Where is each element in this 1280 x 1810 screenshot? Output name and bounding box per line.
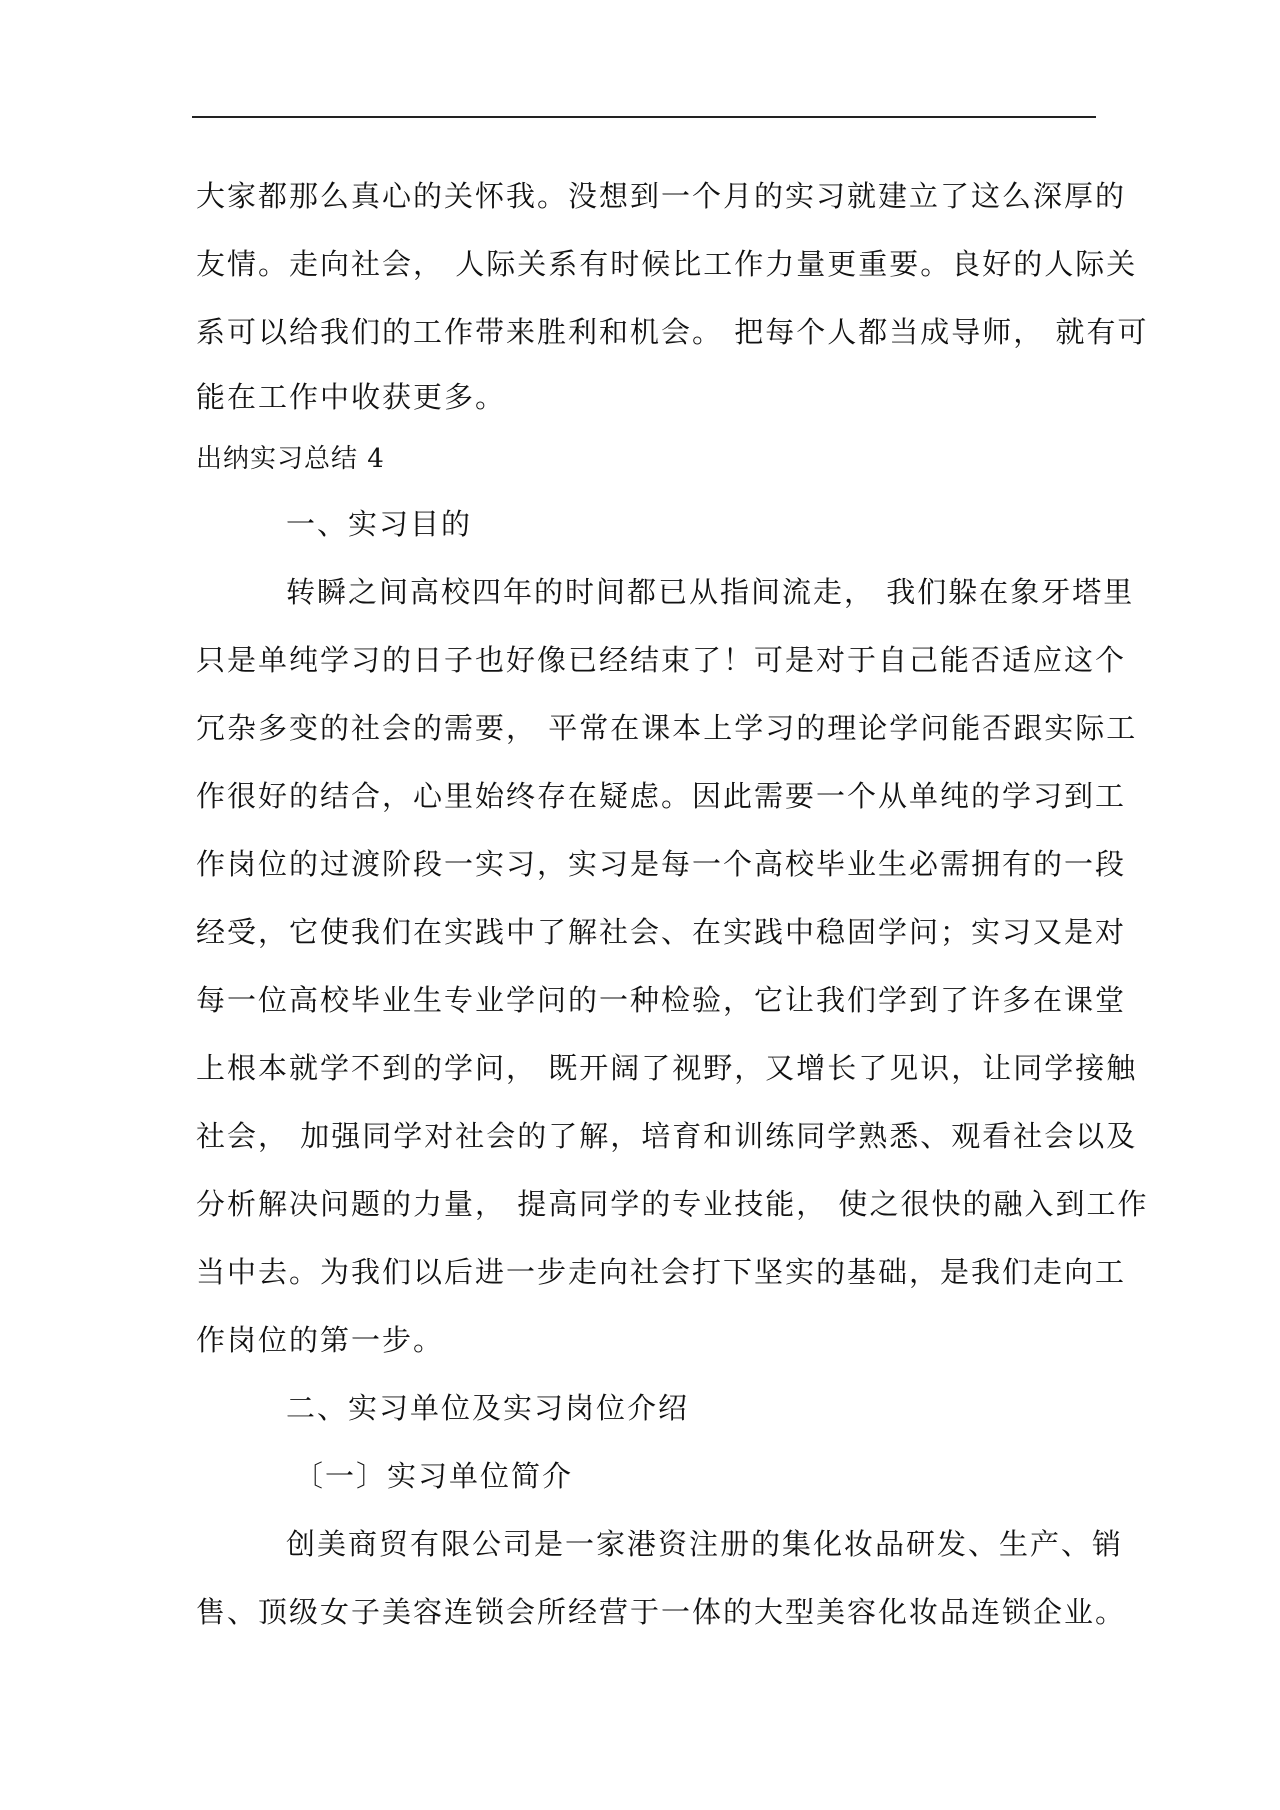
- section-title: 出纳实习总结 4: [196, 444, 385, 474]
- text-line: 售、顶级女子美容连锁会所经营于一体的大型美容化妆品连锁企业。: [196, 1595, 1127, 1629]
- text-line: 作岗位的过渡阶段一实习，实习是每一个高校毕业生必需拥有的一段: [196, 847, 1127, 881]
- text-line: 作很好的结合，心里始终存在疑虑。因此需要一个从单纯的学习到工: [196, 779, 1127, 813]
- text-line: 分析解决问题的力量， 提高同学的专业技能， 使之很快的融入到工作: [196, 1187, 1149, 1221]
- text-line: 冗杂多变的社会的需要， 平常在课本上学习的理论学问能否跟实际工: [196, 711, 1138, 745]
- text-line: 大家都那么真心的关怀我。没想到一个月的实习就建立了这么深厚的: [196, 179, 1127, 213]
- document-body: [196, 162, 1149, 1646]
- section-heading: 一、实习目的: [286, 507, 473, 541]
- text-line: 转瞬之间高校四年的时间都已从指间流走， 我们躲在象牙塔里: [286, 575, 1135, 609]
- text-line: 系可以给我们的工作带来胜利和机会。 把每个人都当成导师， 就有可: [196, 315, 1149, 349]
- text-line: 上根本就学不到的学问， 既开阔了视野，又增长了见识，让同学接触: [196, 1051, 1138, 1085]
- text-line: 每一位高校毕业生专业学问的一种检验，它让我们学到了许多在课堂: [196, 983, 1127, 1017]
- section-heading: 二、实习单位及实习岗位介绍: [286, 1391, 690, 1425]
- text-line: 只是单纯学习的日子也好像已经结束了！可是对于自己能否适应这个: [196, 643, 1127, 677]
- text-line: 创美商贸有限公司是一家港资注册的集化妆品研发、生产、销: [286, 1527, 1124, 1561]
- subsection-heading: 〔一〕实习单位简介: [294, 1459, 574, 1493]
- text-line: 能在工作中收获更多。: [196, 380, 507, 414]
- text-line: 社会， 加强同学对社会的了解，培育和训练同学熟悉、观看社会以及: [196, 1119, 1138, 1153]
- text-line: 友情。走向社会， 人际关系有时候比工作力量更重要。良好的人际关: [196, 247, 1138, 281]
- text-line: 当中去。为我们以后进一步走向社会打下坚实的基础，是我们走向工: [196, 1255, 1127, 1289]
- text-line: 经受，它使我们在实践中了解社会、在实践中稳固学问；实习又是对: [196, 915, 1127, 949]
- header-rule: [192, 116, 1096, 118]
- text-line: 作岗位的第一步。: [196, 1323, 445, 1357]
